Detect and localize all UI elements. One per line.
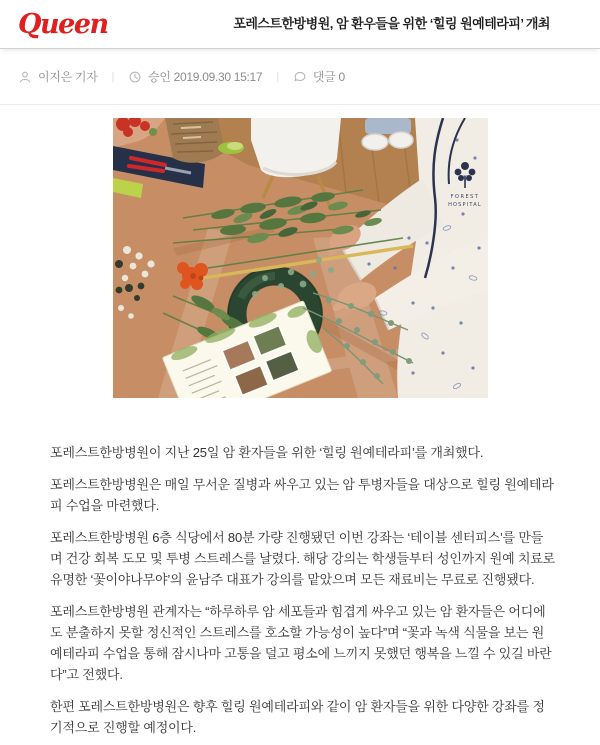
byline-date [128, 68, 262, 85]
author-name: 이지은 기자 [38, 70, 98, 84]
byline-author [18, 68, 98, 85]
flower-therapy-photo-illustration [113, 118, 488, 398]
svg-text:FOREST: FOREST [450, 194, 479, 200]
paragraph: 한편 포레스트한방병원은 향후 힐링 원예테라피와 같이 암 환자들을 위한 다양한 강좌를 정기적으로 진행할 예정이다. [50, 699, 545, 735]
publish-date: 승인 2019.09.30 15:17 [148, 70, 263, 84]
paragraph: 포레스트한방병원 6층 식당에서 80분 가량 진행됐던 이번 강좌는 ‘테이블 센터피스’를 만들며 건강 회복 도모 및 투병 스트레스를 날렸다. 해당 강의는 학생들부터 성인까지 원예 치료로 유명한 ‘꽃이야나무야’의 윤남주 대표가 강의를 맡았으며 모든 재료비는 무료로 진행됐다. [50, 530, 556, 587]
article-headline: 포레스트한방병원, 암 환우들을 위한 ‘힐링 원예테라피’ 개최 [233, 15, 550, 31]
article-body [50, 442, 555, 738]
article-photo [113, 118, 488, 398]
site-header [0, 0, 600, 49]
person-icon [18, 70, 32, 84]
paragraph: 포레스트한방병원이 지난 25일 암 환자들을 위한 ‘힐링 원예테라피’를 개최했다. [50, 445, 484, 460]
byline-separator: | [111, 70, 115, 83]
paragraph: 포레스트한방병원 관계자는 “하루하루 암 세포들과 힘겹게 싸우고 있는 암 환자들은 어디에도 분출하지 못할 정신적인 스트레스를 호소할 가능성이 높다”며 “꽃과 녹색 식물을 보는 원예테라피 수업을 통해 잠시나마 고통을 덜고 평소에 느끼지 못했던 행복을 느낄 수 있길 바란다”고 전했다. [50, 604, 552, 682]
byline-separator: | [276, 70, 279, 83]
queen-logo[interactable]: Queen [18, 8, 108, 40]
byline [0, 49, 600, 105]
comment-icon [293, 70, 307, 84]
svg-text:HOSPITAL: HOSPITAL [447, 202, 482, 208]
comment-count: 댓글 0 [312, 70, 345, 84]
clock-icon [128, 70, 142, 84]
byline-comments[interactable] [293, 68, 345, 85]
paragraph: 포레스트한방병원은 매일 무서운 질병과 싸우고 있는 암 투병자들을 대상으로 힐링 원예테라피 수업을 마련했다. [50, 477, 554, 513]
